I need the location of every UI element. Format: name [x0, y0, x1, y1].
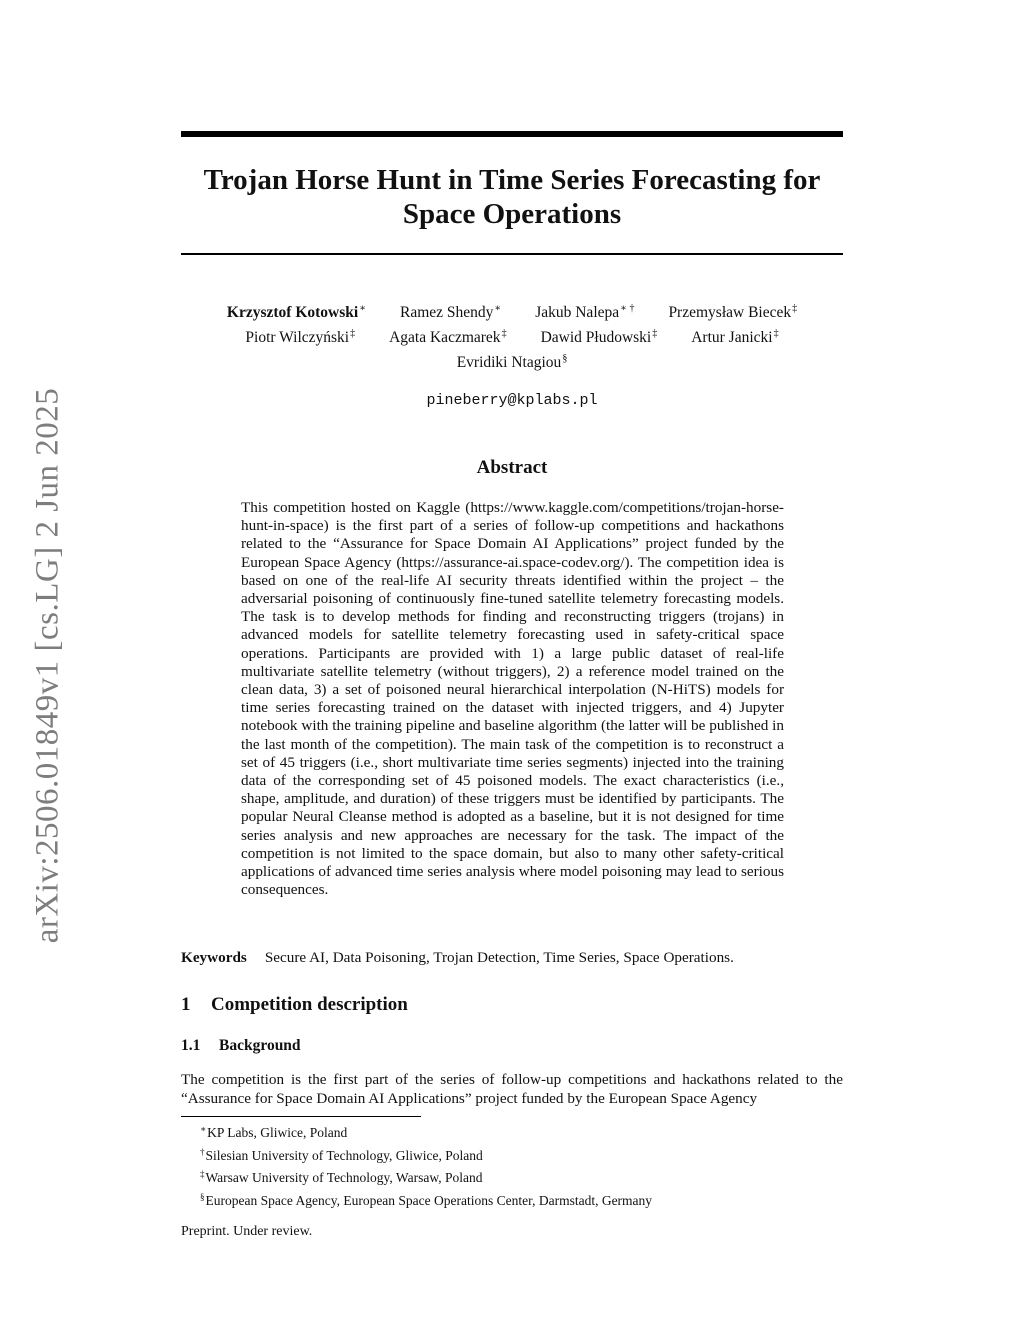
section-title: Competition description	[211, 994, 408, 1015]
keywords-line	[181, 949, 843, 967]
author-row-1	[181, 298, 843, 323]
abstract-text: This competition hosted on Kaggle (https://www.kaggle.com/competitions/trojan-horse-hunt-in-space) is the first part of a series of follow-up competitions and hackathons related to the “Assurance for Space Domain AI Applications” project funded by the European Space Agency (https://assurance-ai.space-codev.org/). The competition idea is based on one of the real-life AI security threats identified within the project – the adversarial poisoning of continuously fine-tuned satellite telemetry forecasting models. The task is to develop methods for finding and reconstructing triggers (trojans) in advanced models for satellite telemetry forecasting used in safety-critical space operations. Participants are provided with 1) a large public dataset of real-life multivariate satellite telemetry (without triggers), 2) a reference model trained on the clean data, 3) a set of poisoned neural hierarchical interpolation (N-HiTS) models for time series forecasting trained on the dataset with injected triggers, and 4) Jupyter notebook with the training pipeline and baseline algorithm (the latter will be published in the last month of the competition). The main task of the competition is to reconstruct a set of 45 triggers (i.e., short multivariate time series segments) injected into the training data of the corresponding set of 45 poisoned models. The exact characteristics (i.e., shape, amplitude, and duration) of these triggers must be identified by participants. The popular Neural Cleanse method is adopted as a baseline, but it is not designed for time series analysis and new approaches are necessary for the task. The impact of the competition is not limited to the space domain, but also to many other safety-critical applications of advanced time series analysis where model poisoning may lead to serious consequences.	[241, 499, 784, 899]
keywords-label: Keywords	[181, 949, 247, 966]
affiliation-mark: ‡	[792, 303, 798, 314]
contact-email[interactable]: pineberry@kplabs.pl	[426, 392, 598, 409]
author	[535, 298, 634, 323]
title-line-2: Space Operations	[402, 198, 622, 230]
footnote	[200, 1120, 840, 1143]
footnote-text: Silesian University of Technology, Gliwice, Poland	[205, 1147, 483, 1163]
affiliation-mark: ‡	[501, 328, 507, 339]
author-row-2	[181, 323, 843, 348]
footnote-mark: §	[200, 1191, 205, 1202]
subsection-heading	[181, 1037, 301, 1055]
affiliation-mark: ‡	[350, 328, 356, 339]
author	[668, 298, 797, 323]
arxiv-identifier-stamp	[18, 385, 78, 945]
footnote	[200, 1165, 840, 1188]
footnote-text: Warsaw University of Technology, Warsaw, Poland	[205, 1170, 483, 1185]
paper-title	[181, 163, 843, 231]
affiliation-mark: ∗ †	[620, 303, 635, 314]
footnote	[200, 1143, 840, 1166]
section-heading	[181, 994, 408, 1016]
preprint-notice: Preprint. Under review.	[181, 1224, 313, 1239]
footnote-mark: †	[200, 1146, 205, 1157]
title-line-1: Trojan Horse Hunt in Time Series Forecasting for	[203, 164, 821, 196]
affiliation-mark: ∗	[359, 303, 366, 314]
footnote-text: KP Labs, Gliwice, Poland	[207, 1125, 348, 1140]
author	[691, 323, 778, 348]
abstract-heading: Abstract	[476, 457, 548, 478]
affiliation-mark: ‡	[773, 328, 779, 339]
footnote-mark: ∗	[200, 1124, 207, 1134]
section-number: 1	[181, 994, 191, 1015]
author-row-3	[181, 348, 843, 373]
author	[389, 323, 506, 348]
keywords-text: Secure AI, Data Poisoning, Trojan Detection, Time Series, Space Operations.	[264, 949, 734, 966]
author-name: Przemysław Biecek	[668, 304, 792, 321]
author-name: Agata Kaczmarek	[389, 329, 501, 346]
title-top-rule	[181, 131, 843, 137]
author-name: Ramez Shendy	[399, 304, 494, 321]
author	[245, 323, 355, 348]
author-name: Evridiki Ntagiou	[456, 354, 562, 371]
footnote-text: European Space Agency, European Space Operations Center, Darmstadt, Germany	[205, 1192, 653, 1208]
author	[541, 323, 658, 348]
author-block	[181, 298, 843, 373]
arxiv-identifier-text: arXiv:2506.01849v1 [cs.LG] 2 Jun 2025	[29, 387, 66, 943]
affiliation-mark: ‡	[652, 328, 658, 339]
author-name: Jakub Nalepa	[535, 304, 620, 321]
affiliation-mark: ∗	[494, 303, 502, 314]
author	[400, 298, 501, 323]
author-name: Artur Janicki	[691, 329, 773, 346]
subsection-title: Background	[219, 1037, 301, 1054]
footnotes	[200, 1120, 840, 1210]
author-name: Krzysztof Kotowski	[226, 304, 359, 321]
footnote-mark: ‡	[200, 1169, 205, 1179]
author-name: Piotr Wilczyński	[245, 329, 350, 346]
footnote-rule	[181, 1116, 421, 1117]
author	[457, 348, 568, 373]
footnote	[200, 1188, 840, 1211]
title-bottom-rule	[181, 253, 843, 255]
subsection-number: 1.1	[181, 1037, 201, 1054]
author	[227, 298, 366, 323]
author-name: Dawid Płudowski	[540, 329, 652, 346]
body-paragraph: The competition is the first part of the series of follow-up competitions and hackathons related to the “Assurance for Space Domain AI Applications” project funded by the European Space Agency	[181, 1071, 843, 1107]
affiliation-mark: §	[562, 353, 568, 364]
